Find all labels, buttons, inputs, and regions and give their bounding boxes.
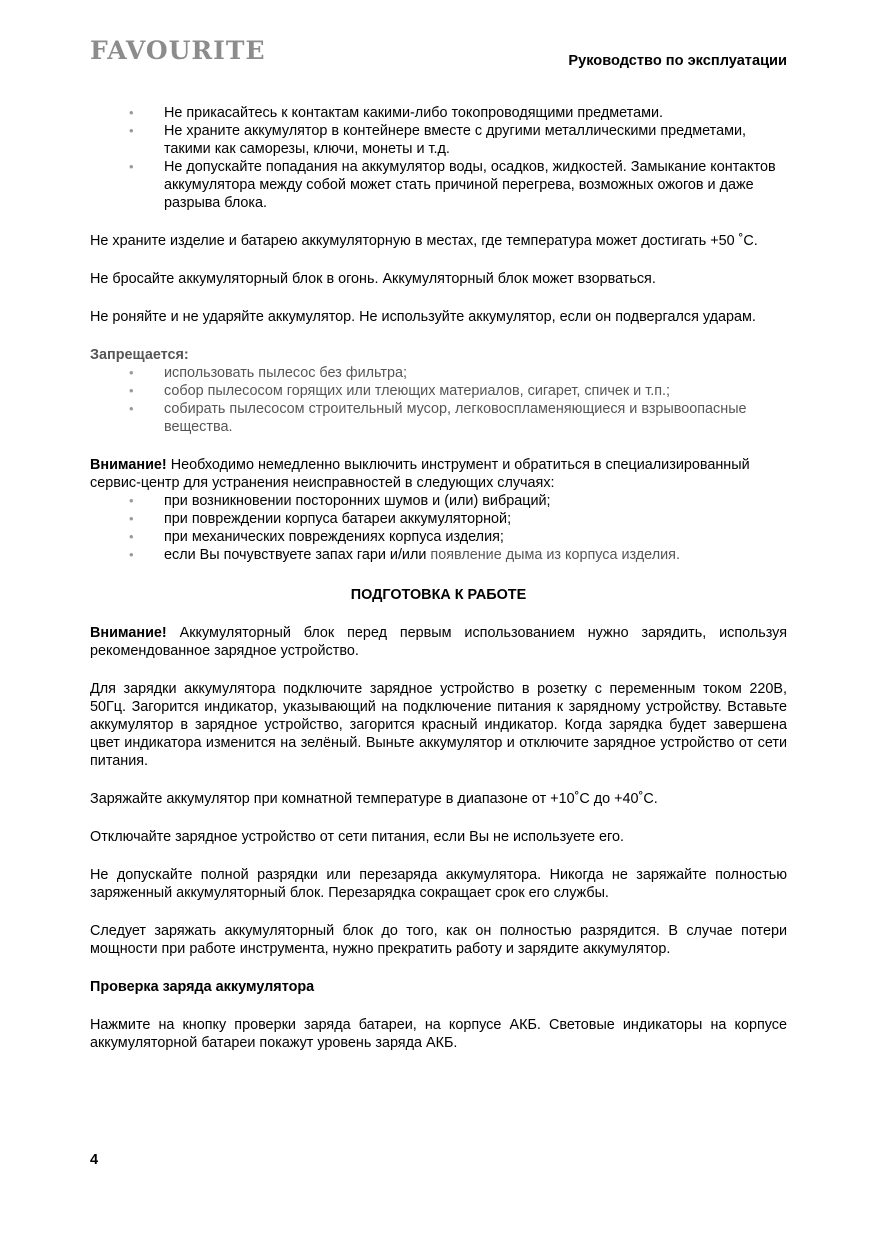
list-item: • Не допускайте попадания на аккумулятор воды, осадков, жидкостей. Замыкание контактов аккумулятора между собой может стать причиной перегрева, возможных ожогов и даже разрыва блока. <box>164 158 787 212</box>
safety-bullet-list <box>90 104 787 212</box>
list-item: • Не храните аккумулятор в контейнере вместе с другими металлическими предметами, такими как саморезы, ключи, монеты и т.д. <box>164 122 787 158</box>
brand-logo: FAVOURITE <box>90 36 266 65</box>
paragraph-overcharge: Не допускайте полной разрядки или перезаряда аккумулятора. Никогда не заряжайте полностью заряженный аккумуляторный блок. Перезарядка сокращает срок его службы. <box>90 867 787 901</box>
section-title: ПОДГОТОВКА К РАБОТЕ <box>350 587 527 603</box>
paragraph-charging: Для зарядки аккумулятора подключите зарядное устройство в розетку с переменным током 220В, 50Гц. Загорится индикатор, указывающий на подключение питания к зарядному устройству. Вставьте аккумулятор в зарядное устройство, загорится красный индикатор. Когда зарядка будет завершена цвет индикатора изменится на зелёный. Выньте аккумулятор и отключите зарядное устройство от сети питания. <box>90 681 787 769</box>
paragraph-before-empty: Следует заряжать аккумуляторный блок до того, как он полностью разрядится. В случае потери мощности при работе инструмента, нужно прекратить работу и зарядите аккумулятор. <box>90 923 787 957</box>
paragraph-check: Нажмите на кнопку проверки заряда батареи, на корпусе АКБ. Световые индикаторы на корпусе аккумуляторной батареи покажут уровень заряда АКБ. <box>90 1017 787 1051</box>
page-header <box>90 36 787 84</box>
prohibited-list <box>90 364 787 436</box>
attention-label: Внимание! <box>90 457 167 473</box>
attention-charge-paragraph <box>90 624 787 660</box>
list-item: • собирать пылесосом строительный мусор, легковоспламеняющиеся и взрывоопасные вещества. <box>164 400 787 436</box>
attention-charge-text: Аккумуляторный блок перед первым использованием нужно зарядить, используя рекомендованное зарядное устройство. <box>90 625 787 659</box>
list-item: • использовать пылесос без фильтра; <box>164 364 787 382</box>
list-item: • при возникновении посторонних шумов и (или) вибраций; <box>164 492 787 510</box>
paragraph-unplug: Отключайте зарядное устройство от сети питания, если Вы не используете его. <box>90 829 624 845</box>
smell-text: если Вы почувствуете запах гари и/или <box>164 547 431 563</box>
check-heading: Проверка заряда аккумулятора <box>90 979 315 995</box>
prohibited-label: Запрещается: <box>90 347 189 363</box>
page-number: 4 <box>90 1152 99 1168</box>
smoke-text: появление дыма из корпуса изделия. <box>430 547 680 563</box>
attention-label: Внимание! <box>90 625 167 641</box>
list-item: • Не прикасайтесь к контактам какими-либо токопроводящими предметами. <box>164 104 787 122</box>
attention-service-paragraph <box>90 456 787 492</box>
list-item: • при механических повреждениях корпуса изделия; <box>164 528 787 546</box>
paragraph-fire: Не бросайте аккумуляторный блок в огонь. Аккумуляторный блок может взорваться. <box>90 271 656 287</box>
paragraph-drop: Не роняйте и не ударяйте аккумулятор. Не используйте аккумулятор, если он подвергался ударам. <box>90 309 756 325</box>
service-cases-list <box>90 492 787 564</box>
paragraph-room-temp: Заряжайте аккумулятор при комнатной температуре в диапазоне от +10˚С до +40˚С. <box>90 791 658 807</box>
paragraph-temperature: Не храните изделие и батарею аккумуляторную в местах, где температура может достигать +50 ˚С. <box>90 233 758 249</box>
list-item: • при повреждении корпуса батареи аккумуляторной; <box>164 510 787 528</box>
list-item <box>164 546 787 564</box>
header-title: Руководство по эксплуатации <box>568 53 787 69</box>
document-page <box>90 36 787 1052</box>
attention-service-text: Необходимо немедленно выключить инструмент и обратиться в специализированный сервис-центр для устранения неисправностей в следующих случаях: <box>90 457 750 491</box>
list-item: • собор пылесосом горящих или тлеющих материалов, сигарет, спичек и т.п.; <box>164 382 787 400</box>
